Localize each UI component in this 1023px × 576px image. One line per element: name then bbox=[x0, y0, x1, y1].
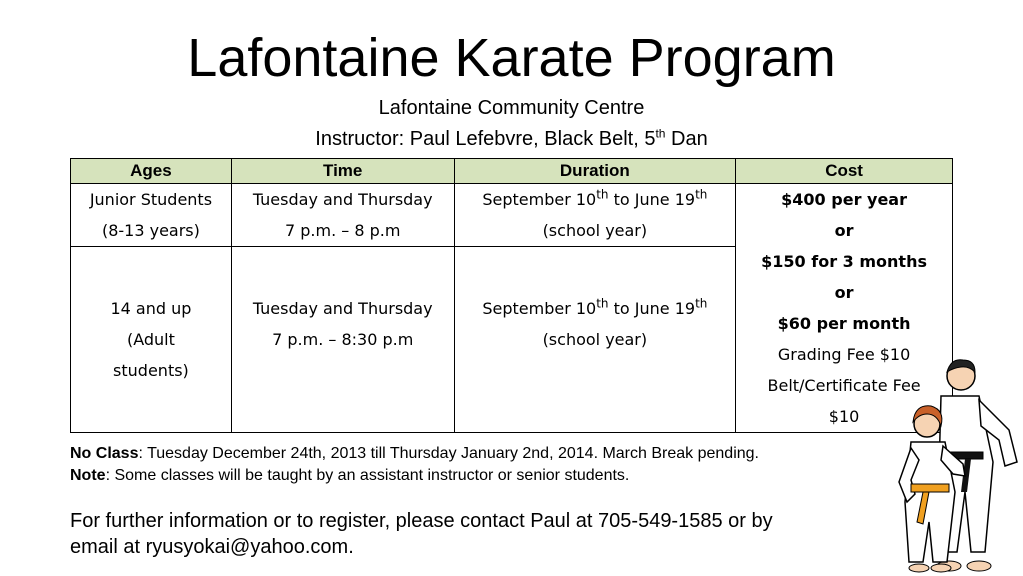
table-header-row bbox=[71, 159, 953, 184]
venue-subtitle: Lafontaine Community Centre bbox=[378, 97, 645, 119]
duration-cell bbox=[454, 247, 736, 433]
time-line: 7 p.m. – 8 p.m bbox=[284, 221, 401, 240]
header-duration: Duration bbox=[454, 159, 736, 184]
instructor-text: Instructor: Paul Lefebvre, Black Belt, 5 bbox=[315, 128, 656, 150]
karate-kids-illustration bbox=[893, 352, 1023, 576]
duration-line bbox=[459, 293, 732, 324]
general-note bbox=[70, 465, 920, 487]
no-class-label: No Class bbox=[70, 445, 139, 462]
duration-end: to June 19 bbox=[608, 190, 696, 209]
contact-info bbox=[70, 508, 870, 560]
cost-line: $60 per month bbox=[777, 314, 911, 333]
header-ages: Ages bbox=[71, 159, 232, 184]
table-row bbox=[71, 184, 953, 247]
cost-line: or bbox=[834, 221, 854, 240]
ages-line: (Adult bbox=[126, 330, 175, 349]
contact-line: email at ryusyokai@yahoo.com. bbox=[70, 536, 354, 558]
instructor-suffix: Dan bbox=[665, 128, 708, 150]
ages-cell bbox=[71, 184, 232, 247]
instructor-line bbox=[0, 126, 1023, 152]
ages-cell bbox=[71, 247, 232, 433]
time-line: Tuesday and Thursday bbox=[252, 299, 433, 318]
cost-line: Grading Fee $10 bbox=[777, 345, 911, 364]
duration-start-sup: th bbox=[596, 187, 609, 202]
header-cost: Cost bbox=[736, 159, 953, 184]
duration-end-sup: th bbox=[695, 296, 708, 311]
cost-line: or bbox=[834, 283, 854, 302]
cost-line: $150 for 3 months bbox=[761, 252, 927, 271]
header-time: Time bbox=[231, 159, 454, 184]
duration-end: to June 19 bbox=[608, 299, 696, 318]
time-line: 7 p.m. – 8:30 p.m bbox=[272, 330, 414, 349]
time-cell bbox=[231, 184, 454, 247]
duration-note: (school year) bbox=[542, 221, 648, 240]
ages-line: (8-13 years) bbox=[101, 221, 200, 240]
instructor-sup: th bbox=[655, 126, 666, 141]
ages-line: Junior Students bbox=[89, 190, 213, 209]
duration-end-sup: th bbox=[695, 187, 708, 202]
duration-cell bbox=[454, 184, 736, 247]
time-cell bbox=[231, 247, 454, 433]
ages-line: 14 and up bbox=[110, 299, 192, 318]
cost-line: $10 bbox=[828, 407, 860, 426]
duration-line bbox=[459, 184, 732, 215]
contact-line: For further information or to register, please contact Paul at 705-549-1585 or by bbox=[70, 510, 773, 532]
note-label: Note bbox=[70, 467, 106, 484]
time-line: Tuesday and Thursday bbox=[252, 190, 433, 209]
page-title: Lafontaine Karate Program bbox=[187, 28, 836, 88]
cost-line: $400 per year bbox=[781, 190, 907, 209]
schedule-table bbox=[70, 158, 953, 433]
duration-start: September 10 bbox=[482, 299, 597, 318]
no-class-text: : Tuesday December 24th, 2013 till Thursday January 2nd, 2014. March Break pending. bbox=[138, 445, 759, 462]
duration-start-sup: th bbox=[596, 296, 609, 311]
cost-line: Belt/Certificate Fee bbox=[767, 376, 921, 395]
duration-start: September 10 bbox=[482, 190, 597, 209]
note-text: : Some classes will be taught by an assistant instructor or senior students. bbox=[105, 467, 630, 484]
no-class-note bbox=[70, 443, 920, 465]
notes-section bbox=[70, 443, 920, 487]
ages-line: students) bbox=[113, 361, 189, 380]
duration-note: (school year) bbox=[542, 330, 648, 349]
